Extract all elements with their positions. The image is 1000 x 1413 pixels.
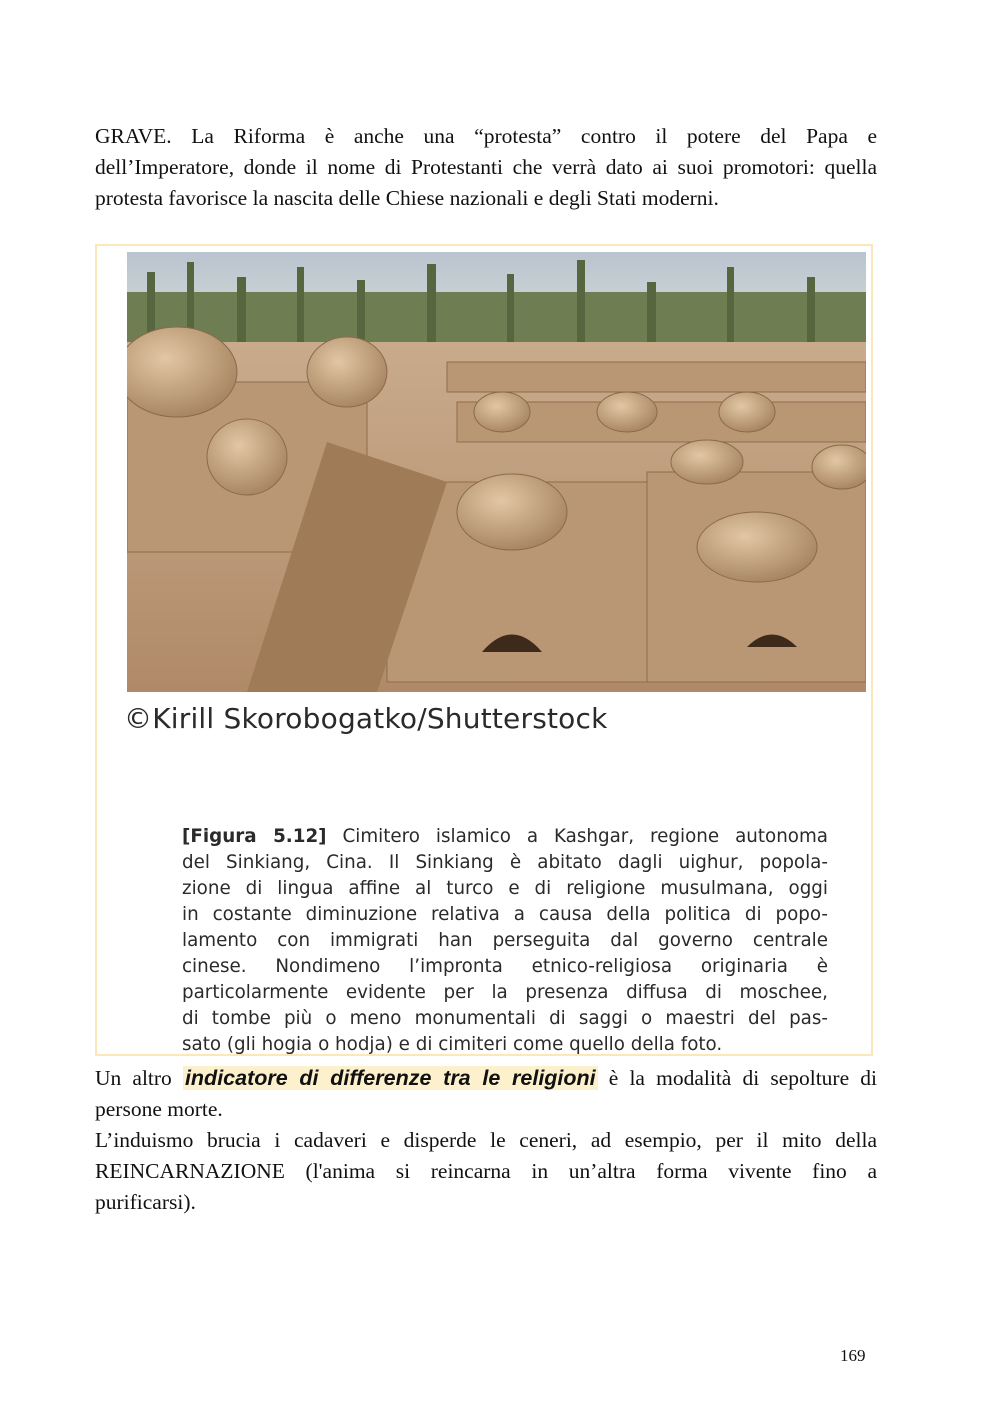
text-line: L’induismo brucia i cadaveri e disperde le ceneri, ad esempio, per il mito della <box>95 1128 877 1152</box>
caption-line: lamento con immigrati han perseguita dal governo centrale <box>182 930 828 951</box>
paragraph-reformation <box>95 121 877 214</box>
figure-box <box>95 244 873 1056</box>
figure-caption <box>182 824 828 1058</box>
paragraph-burial <box>95 1063 877 1218</box>
text-line <box>95 1063 877 1094</box>
caption-line: zione di lingua affine al turco e di religione musulmana, oggi <box>182 878 828 899</box>
highlighted-phrase: indicatore di differenze tra le religioni <box>184 1066 596 1090</box>
text-suffix: è la modalità di sepolture di <box>597 1066 877 1090</box>
text-line: purificarsi). <box>95 1190 196 1214</box>
text-line: persone morte. <box>95 1097 223 1121</box>
photo-credit: ©Kirill Skorobogatko/Shutterstock <box>124 702 608 735</box>
caption-line: cinese. Nondimeno l’impronta etnico-religiosa originaria è <box>182 956 828 977</box>
caption-text: Cimitero islamico a Kashgar, regione autonoma <box>326 826 828 847</box>
caption-line: di tombe più o meno monumentali di saggi o maestri del pas- <box>182 1008 828 1029</box>
text-line: protesta favorisce la nascita delle Chiese nazionali e degli Stati moderni. <box>95 186 719 210</box>
caption-line: del Sinkiang, Cina. Il Sinkiang è abitato dagli uighur, popola- <box>182 852 828 873</box>
caption-line: particolarmente evidente per la presenza diffusa di moschee, <box>182 982 828 1003</box>
figure-label: [Figura 5.12] <box>182 826 327 847</box>
caption-line <box>182 824 828 850</box>
text-line: dell’Imperatore, donde il nome di Protestanti che verrà dato ai suoi promotori: quella <box>95 155 877 179</box>
text-line: GRAVE. La Riforma è anche una “protesta” contro il potere del Papa e <box>95 124 877 148</box>
text-prefix: Un altro <box>95 1066 183 1090</box>
cemetery-photo <box>127 252 866 692</box>
caption-line: sato (gli hogia o hodja) e di cimiteri come quello della foto. <box>182 1034 723 1055</box>
caption-line: in costante diminuzione relativa a causa della politica di popo- <box>182 904 828 925</box>
page-number: 169 <box>840 1346 866 1365</box>
text-line: REINCARNAZIONE (l'anima si reincarna in un’altra forma vivente fino a <box>95 1159 877 1183</box>
